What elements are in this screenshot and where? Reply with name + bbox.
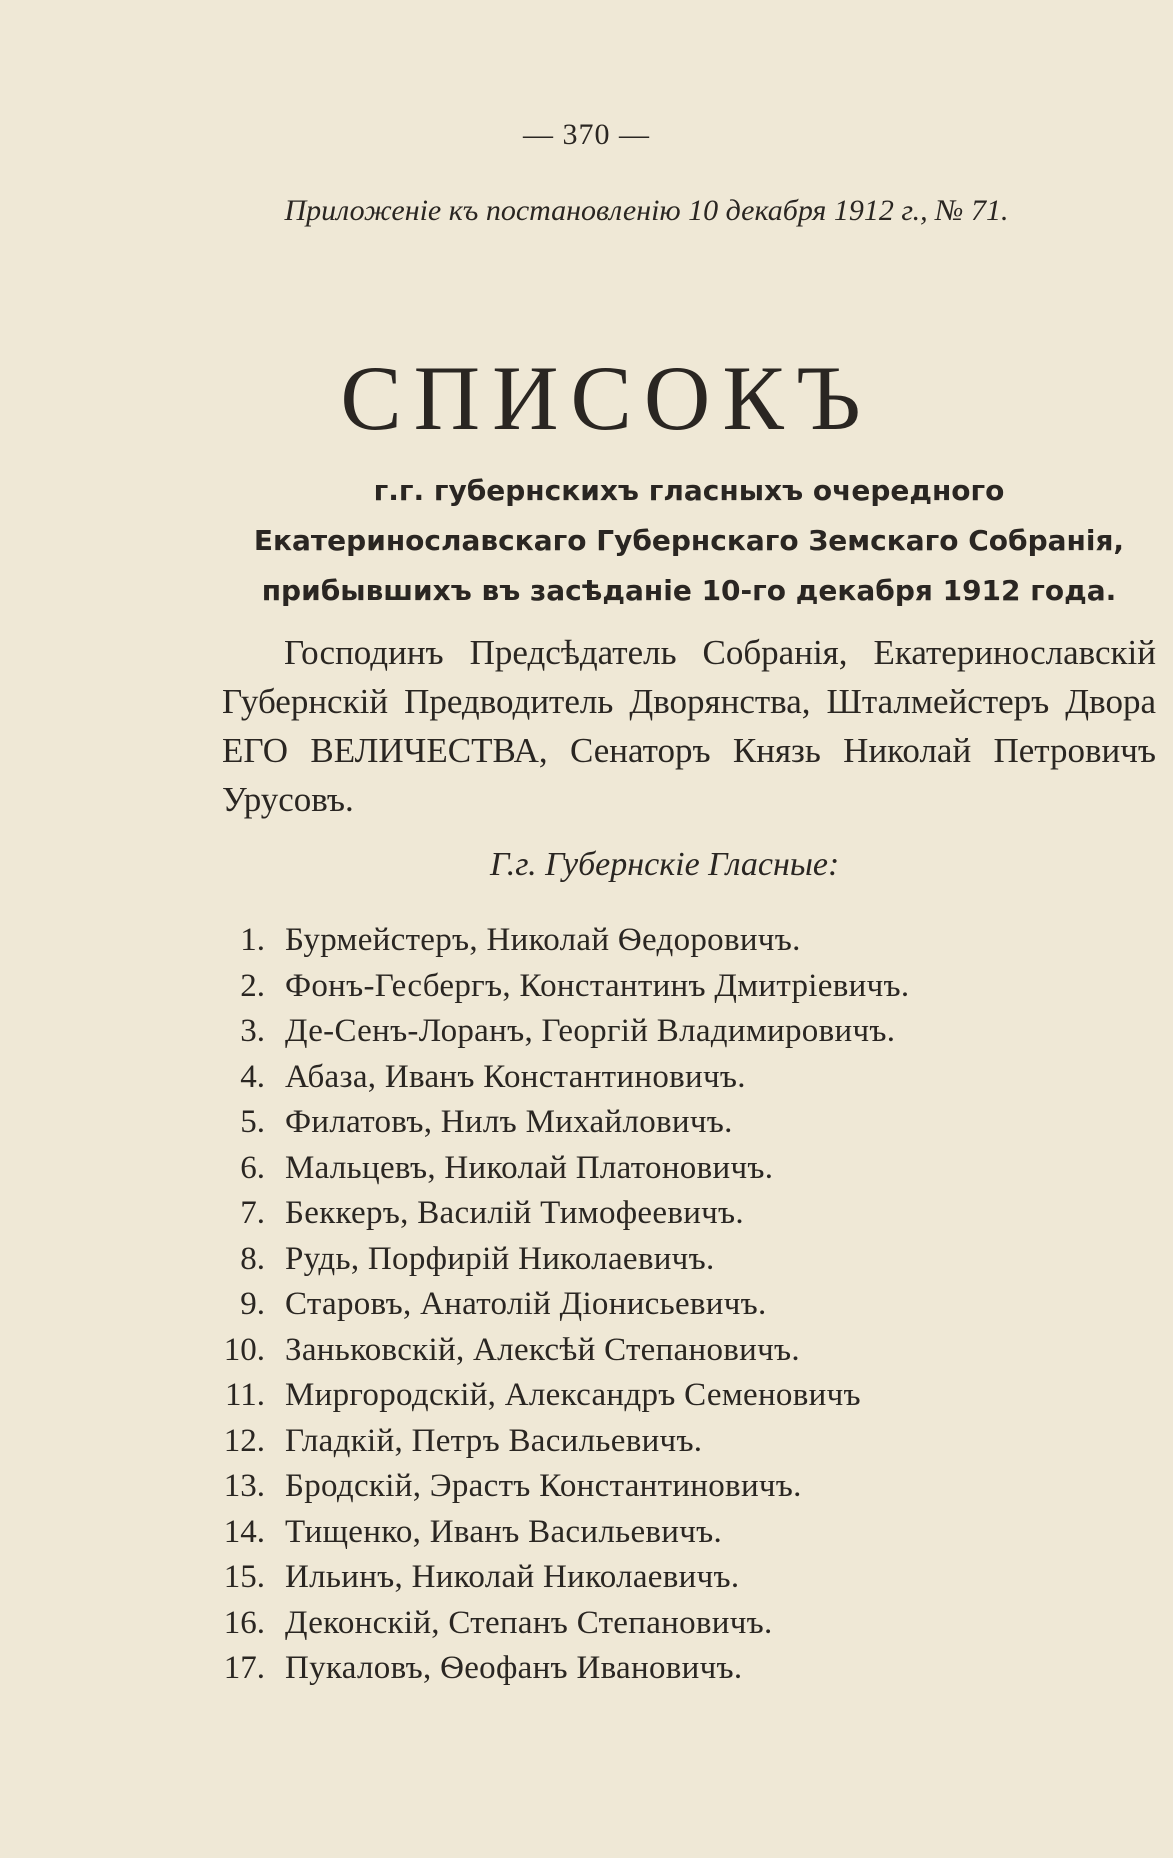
item-number: 3. [240, 1013, 265, 1049]
list-item [200, 1510, 909, 1556]
member-name: Гладкій, Петръ Васильевичъ. [285, 1422, 703, 1459]
member-name: Рудь, Порфирій Николаевичъ. [285, 1240, 715, 1277]
member-name: Миргородскій, Александръ Семеновичъ [285, 1377, 861, 1413]
list-item [200, 1237, 909, 1283]
member-name: Абаза, Иванъ Константиновичъ. [285, 1058, 746, 1095]
item-number: 7. [240, 1195, 265, 1231]
item-number: 13. [223, 1468, 265, 1504]
item-number: 1. [240, 922, 265, 958]
member-name: Беккеръ, Василій Тимофеевичъ. [285, 1195, 744, 1231]
item-number: 5. [240, 1104, 265, 1140]
item-number: 12. [223, 1422, 265, 1459]
member-name: Тищенко, Иванъ Васильевичъ. [285, 1513, 723, 1550]
item-number: 4. [240, 1058, 265, 1095]
item-number: 11. [224, 1377, 265, 1413]
member-name: Бродскій, Эрастъ Константиновичъ. [285, 1468, 802, 1504]
member-name: Деконскій, Степанъ Степановичъ. [285, 1604, 773, 1641]
item-number: 15. [223, 1559, 265, 1595]
member-name: Мальцевъ, Николай Платоновичъ. [285, 1149, 774, 1186]
chairman-paragraph: Господинъ Предсѣдатель Собранія, Екатеринославскій Губернскій Предводитель Дворянства, Шталмейстеръ Двора ЕГО ВЕЛИЧЕСТВА, Сенаторъ Князь Николай Петровичъ Урусовъ. [222, 633, 1156, 819]
member-name: Филатовъ, Нилъ Михайловичъ. [285, 1104, 733, 1140]
list-item [200, 1055, 909, 1101]
appendix-note: Приложеніе къ постановленію 10 декабря 1912 г., № 71. [284, 194, 1009, 227]
list-item [200, 1555, 909, 1601]
item-number: 2. [240, 967, 265, 1004]
document-subtitle: г.г. губернскихъ гласныхъ очередного Екатеринославскаго Губернскаго Земскаго Собранія, прибывшихъ въ засѣданіе 10-го декабря 1912 года. [253, 474, 1125, 607]
member-name: Бурмейстеръ, Николай Ѳедоровичъ. [285, 922, 801, 958]
document-title: СПИСОКЪ [340, 347, 873, 449]
member-name: Ильинъ, Николай Николаевичъ. [285, 1559, 740, 1595]
list-item [200, 1282, 909, 1328]
list-item [200, 1328, 909, 1374]
list-item [200, 1191, 909, 1237]
list-item [200, 918, 909, 964]
member-name: Заньковскій, Алексѣй Степановичъ. [285, 1331, 800, 1368]
list-item [200, 1373, 909, 1419]
member-name: Фонъ-Гесбергъ, Константинъ Дмитріевичъ. [285, 967, 910, 1004]
item-number: 17. [223, 1650, 265, 1686]
item-number: 10. [223, 1331, 265, 1368]
page-number: — 370 — [523, 118, 650, 151]
item-number: 9. [240, 1286, 265, 1322]
list-item [200, 1100, 909, 1146]
member-name: Де-Сенъ-Лоранъ, Георгій Владимировичъ. [285, 1013, 896, 1049]
list-item [200, 1419, 909, 1465]
item-number: 14. [223, 1513, 265, 1550]
member-name: Пукаловъ, Ѳеофанъ Ивановичъ. [285, 1650, 743, 1686]
list-item [200, 1601, 909, 1647]
list-item [200, 964, 909, 1010]
list-item [200, 1464, 909, 1510]
list-heading: Г.г. Губернскіе Гласные: [490, 846, 840, 883]
item-number: 6. [240, 1149, 265, 1186]
member-name: Старовъ, Анатолій Діонисьевичъ. [285, 1286, 767, 1322]
list-item [200, 1009, 909, 1055]
list-item [200, 1146, 909, 1192]
list-item [200, 1646, 909, 1692]
members-list [200, 918, 909, 1692]
item-number: 8. [240, 1240, 265, 1277]
item-number: 16. [223, 1604, 265, 1641]
